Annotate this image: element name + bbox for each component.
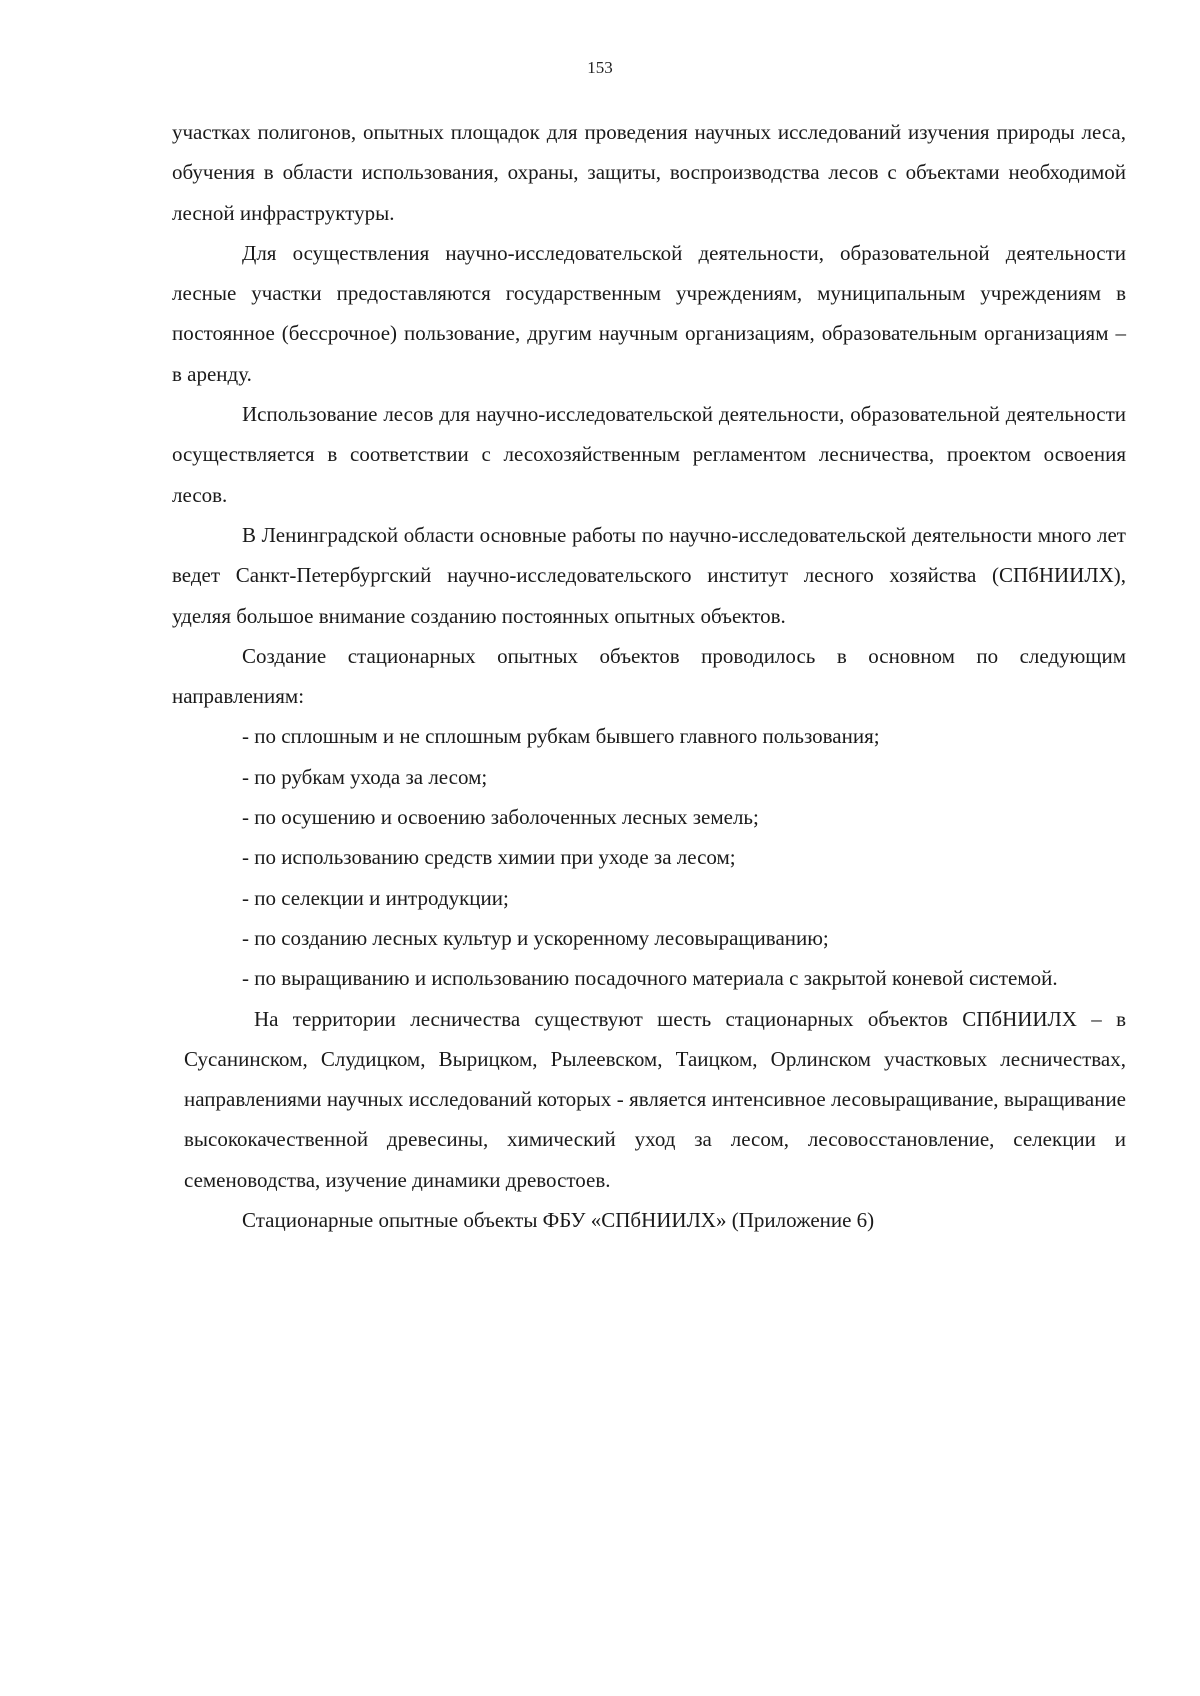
list-item: - по рубкам ухода за лесом;	[242, 764, 488, 789]
list-item: - по выращиванию и использованию посадочного материала с закрытой коневой системой.	[242, 966, 1058, 991]
list-item: - по сплошным и не сплошным рубкам бывшего главного пользования;	[242, 724, 880, 749]
paragraph-stationary-objects: На территории лесничества существуют шесть стационарных объектов СПбНИИЛХ – в Сусанинском, Слудицком, Вырицком, Рылеевском, Таицком, Орлинском участковых лесничествах, направлениями научных исследований которых - является интенсивное лесовыращивание, выращивание высококачественной древесины, химический уход за лесом, лесовосстановление, селекции и семеноводства, изучение динамики древостоев.	[184, 1006, 1126, 1192]
list-item: - по осушению и освоению заболоченных лесных земель;	[242, 805, 759, 830]
paragraph-leningrad-region: В Ленинградской области основные работы по научно-исследовательской деятельности много лет ведет Санкт-Петербургский научно-исследовательского институт лесного хозяйства (СПбНИИЛХ), уделяя большое внимание созданию постоянных опытных объектов.	[172, 522, 1126, 628]
paragraph-research-activity: Для осуществления научно-исследовательской деятельности, образовательной деятельности лесные участки предоставляются государственным учреждениям, муниципальным учреждениям в постоянное (бессрочное) пользование, другим научным организациям, образовательным организациям – в аренду.	[172, 240, 1126, 386]
list-item: - по использованию средств химии при уходе за лесом;	[242, 845, 736, 870]
paragraph-forest-use: Использование лесов для научно-исследовательской деятельности, образовательной деятельности осуществляется в соответствии с лесохозяйственным регламентом лесничества, проектом освоения лесов.	[172, 402, 1126, 507]
paragraph-directions-intro: Создание стационарных опытных объектов проводилось в основном по следующим направлениям:	[172, 643, 1126, 709]
list-item: - по селекции и интродукции;	[242, 885, 509, 910]
body-text	[172, 112, 1126, 1240]
page-number: 153	[587, 58, 613, 77]
paragraph-appendix-reference: Стационарные опытные объекты ФБУ «СПбНИИЛХ» (Приложение 6)	[242, 1208, 875, 1233]
directions-list	[172, 716, 1126, 998]
list-item: - по созданию лесных культур и ускоренному лесовыращиванию;	[242, 925, 829, 950]
paragraph-continuation: участках полигонов, опытных площадок для проведения научных исследований изучения природы леса, обучения в области использования, охраны, защиты, воспроизводства лесов с объектами необходимой лесной инфраструктуры.	[172, 120, 1126, 225]
